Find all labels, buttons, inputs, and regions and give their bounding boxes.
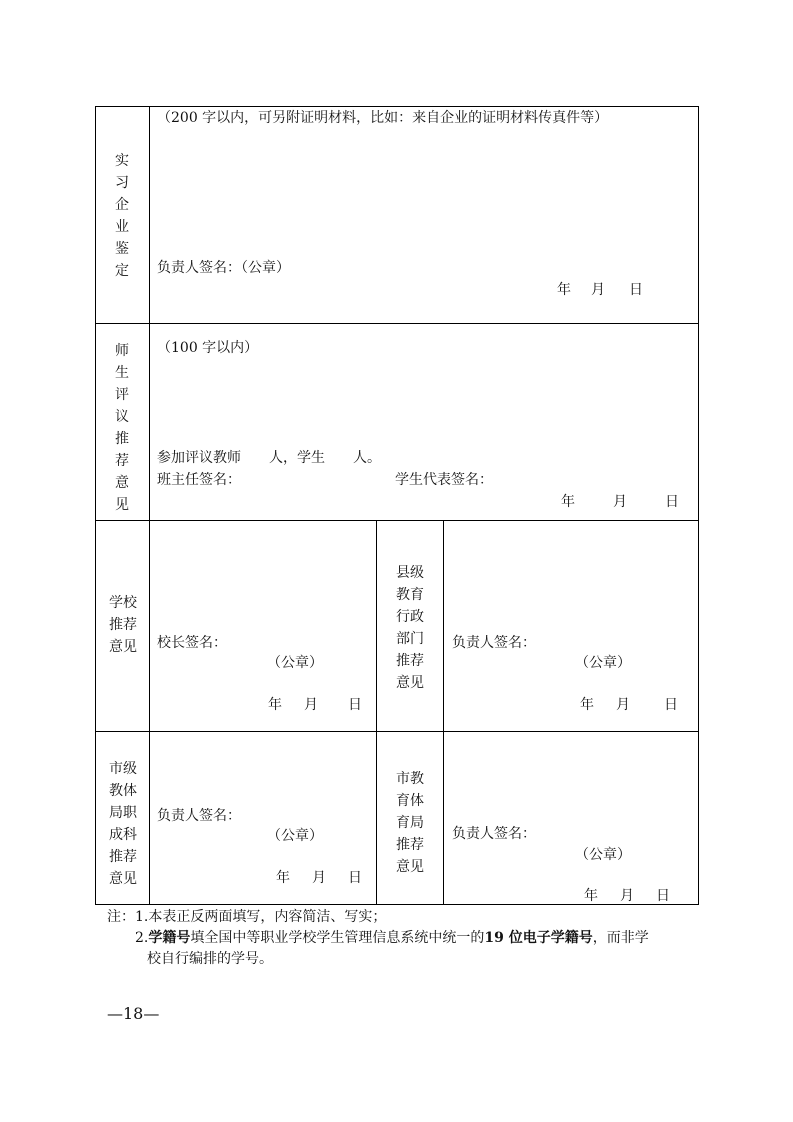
page-number: —18— (107, 1004, 160, 1023)
city-bureau-signature: 负责人签名： (157, 808, 241, 824)
note-2: 2.学籍号填全国中等职业学校学生管理信息系统中统一的19 位电子学籍号，而非学 (135, 930, 649, 946)
school-seal: （公章） (267, 655, 323, 671)
city-edu-seal: （公章） (575, 847, 631, 863)
review-teacher-sign: 班主任签名： (157, 472, 241, 488)
city-bureau-date: 年 月 日 (276, 870, 362, 886)
note-2-continued: 校自行编排的学号。 (147, 951, 273, 967)
county-date: 年 月 日 (580, 697, 678, 713)
city-edu-date: 年 月 日 (584, 888, 670, 904)
county-signature: 负责人签名： (452, 635, 536, 651)
city-edu-label: 市教 育体 育局 推荐 意见 (396, 771, 424, 875)
enterprise-hint: （200 字以内，可另附证明材料，比如：来自企业的证明材料传真件等） (157, 110, 609, 126)
review-participants: 参加评议教师 人，学生 人。 (157, 450, 381, 466)
school-date: 年 月 日 (268, 697, 362, 713)
review-hint: （100 字以内） (157, 340, 259, 356)
review-label: 师 生 评 议 推 荐 意 见 (115, 343, 129, 513)
county-seal: （公章） (575, 655, 631, 671)
city-edu-signature: 负责人签名： (452, 826, 536, 842)
notes (107, 907, 649, 970)
enterprise-date: 年 月 日 (557, 282, 643, 298)
county-label: 县级 教育 行政 部门 推荐 意见 (396, 565, 424, 691)
enterprise-signature: 负责人签名：（公章） (157, 260, 290, 276)
enterprise-label: 实 习 企 业 鉴 定 (115, 153, 129, 279)
note-1: 注：1.本表正反两面填写，内容简洁、写实； (107, 909, 387, 925)
city-bureau-label: 市级 教体 局职 成科 推荐 意见 (109, 761, 137, 887)
review-date: 年 月 日 (561, 494, 679, 510)
school-signature: 校长签名： (157, 635, 227, 651)
school-label: 学校 推荐 意见 (109, 595, 137, 655)
city-bureau-seal: （公章） (267, 828, 323, 844)
review-student-sign: 学生代表签名： (395, 472, 493, 488)
